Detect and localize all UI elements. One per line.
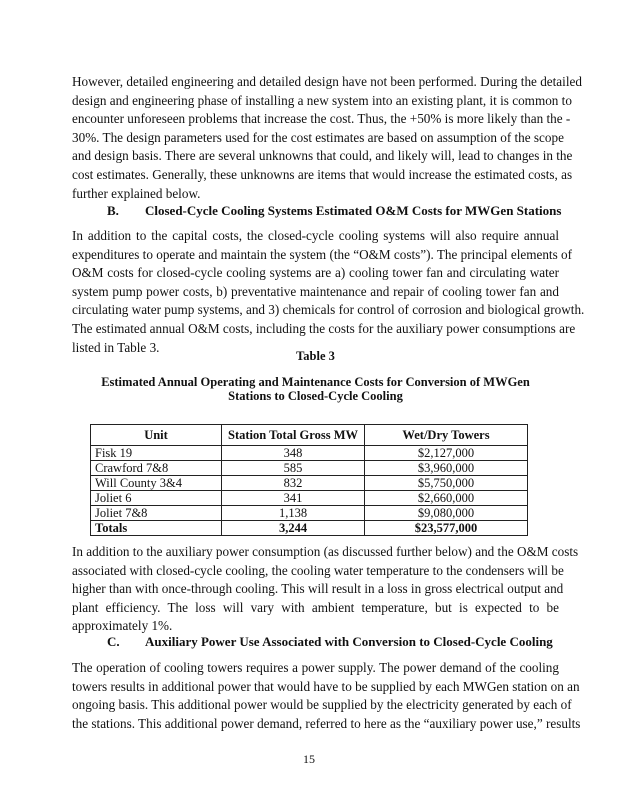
totals-label-cell: Totals	[91, 521, 222, 536]
gross-mw-cell: 1,138	[222, 506, 365, 521]
cost-cell: $5,750,000	[365, 476, 528, 491]
text-line: ongoing basis. This additional power would be supplied by the electricity generated by each of	[72, 697, 572, 713]
efficiency-loss-paragraph	[72, 543, 579, 636]
table-label: Table 3	[296, 349, 335, 363]
table-row	[91, 506, 528, 521]
unit-cell: Joliet 6	[91, 491, 222, 506]
page-number: 15	[303, 752, 315, 766]
text-line: In addition to the auxiliary power consumption (as discussed further below) and the O&M costs	[72, 544, 579, 559]
section-c-heading	[107, 634, 553, 650]
section-letter: C.	[107, 634, 120, 649]
section-title: Auxiliary Power Use Associated with Conversion to Closed-Cycle Cooling	[145, 634, 553, 649]
text-line: The estimated annual O&M costs, including the costs for the auxiliary power consumptions are	[72, 320, 576, 336]
unit-cell: Will County 3&4	[91, 476, 222, 491]
table-3	[90, 424, 528, 536]
table-caption-line-1: Estimated Annual Operating and Maintenance Costs for Conversion of MWGen	[101, 375, 530, 389]
gross-mw-cell: 585	[222, 461, 365, 476]
unit-cell: Crawford 7&8	[91, 461, 222, 476]
section-letter: B.	[107, 203, 119, 218]
table-row	[91, 461, 528, 476]
unit-cell: Joliet 7&8	[91, 506, 222, 521]
text-line: further explained below.	[72, 185, 201, 201]
text-line: design and engineering phase of installing a new system into an existing plant, it is common to	[72, 92, 572, 108]
text-line: the stations. This additional power demand, referred to here as the “auxiliary power use,” results	[72, 715, 581, 731]
unit-cell: Fisk 19	[91, 446, 222, 461]
table-header-row	[91, 425, 528, 446]
text-line: In addition to the capital costs, the closed-cycle cooling systems will also require annual	[72, 228, 559, 243]
table-caption-line-2: Stations to Closed-Cycle Cooling	[228, 389, 403, 403]
cost-cell: $2,660,000	[365, 491, 528, 506]
text-line: plant efficiency. The loss will vary with ambient temperature, but is expected to be	[72, 599, 559, 615]
intro-paragraph	[72, 73, 582, 203]
text-line: towers results in additional power that would have to be supplied by each MWGen station on an	[72, 678, 580, 694]
text-line: associated with closed-cycle cooling, the cooling water temperature to the condensers will be	[72, 562, 564, 578]
table-row	[91, 476, 528, 491]
text-line: However, detailed engineering and detailed design have not been performed. During the detailed	[72, 74, 582, 89]
section-c-paragraph	[72, 659, 581, 733]
table-row	[91, 446, 528, 461]
text-line: 30%. The design parameters used for the cost estimates are based on assumption of the scope	[72, 129, 564, 145]
cost-cell: $9,080,000	[365, 506, 528, 521]
gross-mw-cell: 341	[222, 491, 365, 506]
cost-cell: $3,960,000	[365, 461, 528, 476]
text-line: listed in Table 3.	[72, 339, 160, 355]
text-line: cost estimates. Generally, these unknowns are items that would increase the estimated costs, as	[72, 166, 573, 182]
column-header-unit: Unit	[91, 425, 222, 446]
totals-cost-cell: $23,577,000	[365, 521, 528, 536]
table-totals-row	[91, 521, 528, 536]
gross-mw-cell: 348	[222, 446, 365, 461]
section-title: Closed-Cycle Cooling Systems Estimated O&M Costs for MWGen Stations	[145, 203, 562, 218]
text-line: O&M costs for closed-cycle cooling systems are a) cooling tower fan and circulating water	[72, 265, 559, 281]
text-line: The operation of cooling towers requires a power supply. The power demand of the cooling	[72, 660, 559, 675]
cost-cell: $2,127,000	[365, 446, 528, 461]
text-line: encounter unforeseen problems that increase the cost. Thus, the +50% is more likely than the -	[72, 111, 571, 127]
section-b-heading	[107, 203, 562, 219]
text-line: expenditures to operate and maintain the system (the “O&M costs”). The principal elements of	[72, 246, 572, 262]
gross-mw-cell: 832	[222, 476, 365, 491]
text-line: circulating water pump systems, and 3) chemicals for control of corrosion and biological growth.	[72, 302, 585, 318]
totals-gross-mw-cell: 3,244	[222, 521, 365, 536]
table-row	[91, 491, 528, 506]
text-line: approximately 1%.	[72, 618, 173, 634]
column-header-wet-dry-towers: Wet/Dry Towers	[365, 425, 528, 446]
section-b-paragraph	[72, 227, 585, 357]
column-header-gross-mw: Station Total Gross MW	[222, 425, 365, 446]
text-line: and design basis. There are several unknowns that could, and likely will, lead to changes in the	[72, 148, 573, 164]
text-line: higher than with once-through cooling. This will result in a loss in gross electrical output and	[72, 581, 564, 597]
text-line: system pump power costs, b) preventative maintenance and repair of cooling tower fan and	[72, 283, 559, 299]
